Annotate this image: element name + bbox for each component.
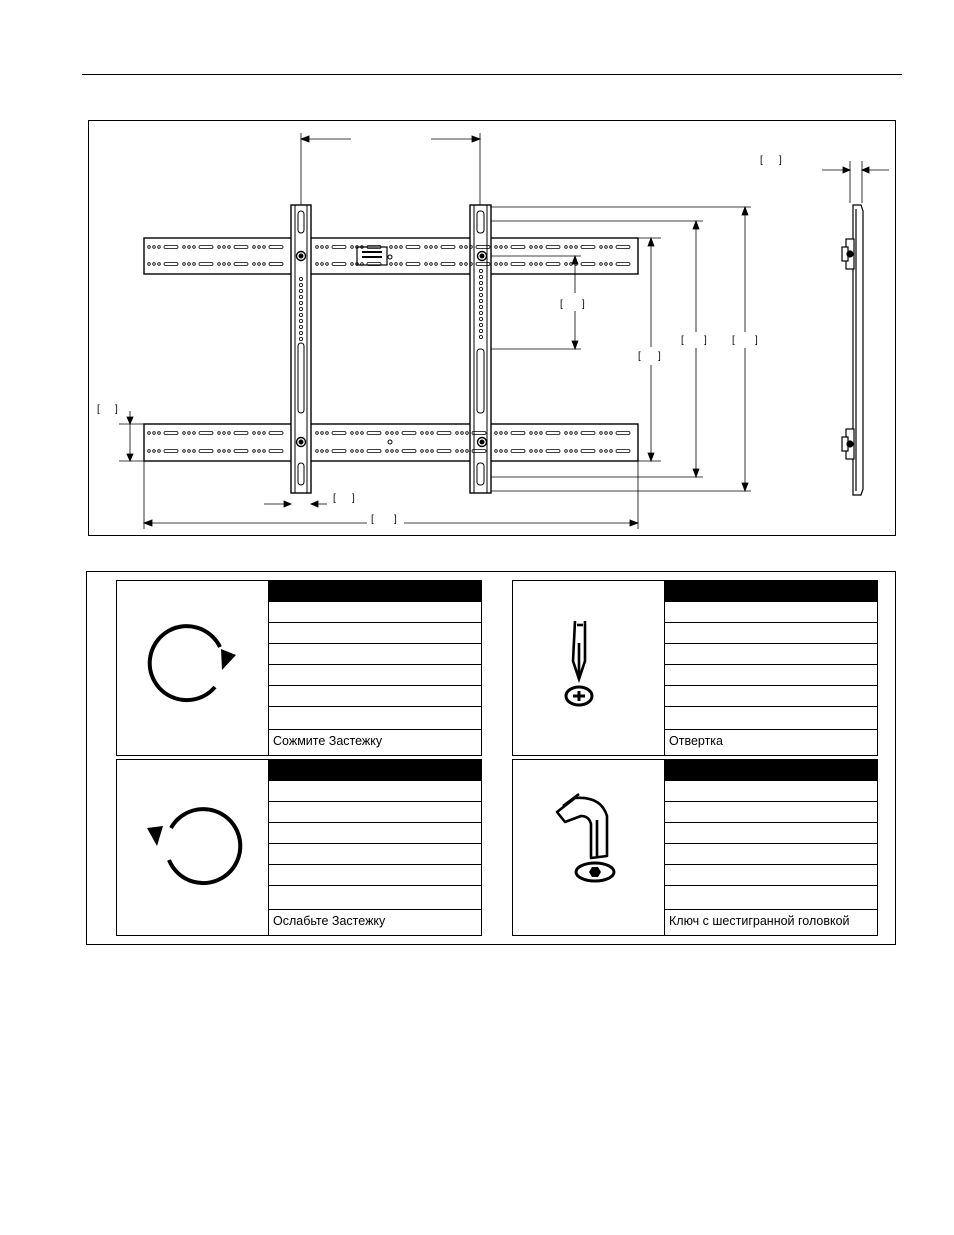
legend-icon-cell	[117, 581, 269, 755]
svg-text:[: [	[681, 335, 684, 346]
legend-row	[665, 623, 877, 644]
legend-panel	[86, 571, 896, 945]
svg-text:]: ]	[115, 404, 118, 415]
svg-text:[: [	[732, 335, 735, 346]
legend-caption: Сожмите Застежку	[273, 734, 383, 748]
legend-row	[269, 865, 481, 886]
legend-row	[665, 644, 877, 665]
legend-icon-cell	[513, 760, 665, 935]
legend-row	[665, 823, 877, 844]
legend-row	[269, 665, 481, 686]
legend-row	[269, 802, 481, 823]
legend-row	[269, 844, 481, 865]
svg-text:[: [	[97, 404, 100, 415]
legend-row	[269, 686, 481, 707]
legend-row	[665, 781, 877, 802]
legend-row	[269, 602, 481, 623]
header-rule	[82, 74, 902, 75]
legend-card-tighten	[116, 580, 482, 756]
legend-row	[269, 823, 481, 844]
legend-row	[665, 865, 877, 886]
legend-caption: Ключ с шестигранной головкой	[669, 914, 850, 928]
legend-row	[269, 623, 481, 644]
legend-row	[269, 886, 481, 910]
svg-text:]: ]	[779, 155, 782, 166]
legend-card-screwdriver	[512, 580, 878, 756]
mount-dimension-drawing	[88, 120, 896, 536]
svg-text:]: ]	[582, 299, 585, 310]
dimension-lines	[97, 133, 889, 529]
svg-text:]: ]	[704, 335, 707, 346]
svg-text:[: [	[638, 351, 641, 362]
legend-row	[665, 844, 877, 865]
bracket-holes	[299, 269, 482, 340]
legend-caption: Отвертка	[669, 734, 723, 748]
legend-row	[665, 886, 877, 910]
svg-text:[: [	[333, 493, 336, 504]
legend-header-row	[269, 760, 481, 781]
legend-row	[665, 602, 877, 623]
bottom-rail	[144, 424, 638, 461]
legend-row	[665, 665, 877, 686]
svg-text:[: [	[371, 514, 374, 525]
clockwise-arrow-icon	[117, 581, 269, 757]
mount-drawing-svg	[89, 121, 897, 537]
legend-row	[665, 802, 877, 823]
phillips-screwdriver-icon	[513, 581, 665, 757]
hex-key-icon	[513, 760, 665, 937]
legend-card-loosen	[116, 759, 482, 936]
svg-text:]: ]	[394, 514, 397, 525]
legend-row	[269, 781, 481, 802]
legend-card-hex-key	[512, 759, 878, 936]
svg-text:[: [	[760, 155, 763, 166]
svg-text:[: [	[560, 299, 563, 310]
svg-text:]: ]	[658, 351, 661, 362]
svg-text:]: ]	[755, 335, 758, 346]
counterclockwise-arrow-icon	[117, 760, 269, 937]
legend-row	[269, 707, 481, 730]
legend-row	[665, 707, 877, 730]
side-profile-view	[842, 205, 863, 495]
legend-icon-cell	[513, 581, 665, 755]
legend-icon-cell	[117, 760, 269, 935]
svg-text:]: ]	[352, 493, 355, 504]
legend-row	[269, 644, 481, 665]
left-vertical-bracket	[291, 205, 311, 493]
legend-caption: Ослабьте Застежку	[273, 914, 386, 928]
legend-row	[665, 686, 877, 707]
legend-header-row	[665, 760, 877, 781]
legend-header-row	[269, 581, 481, 602]
legend-header-row	[665, 581, 877, 602]
